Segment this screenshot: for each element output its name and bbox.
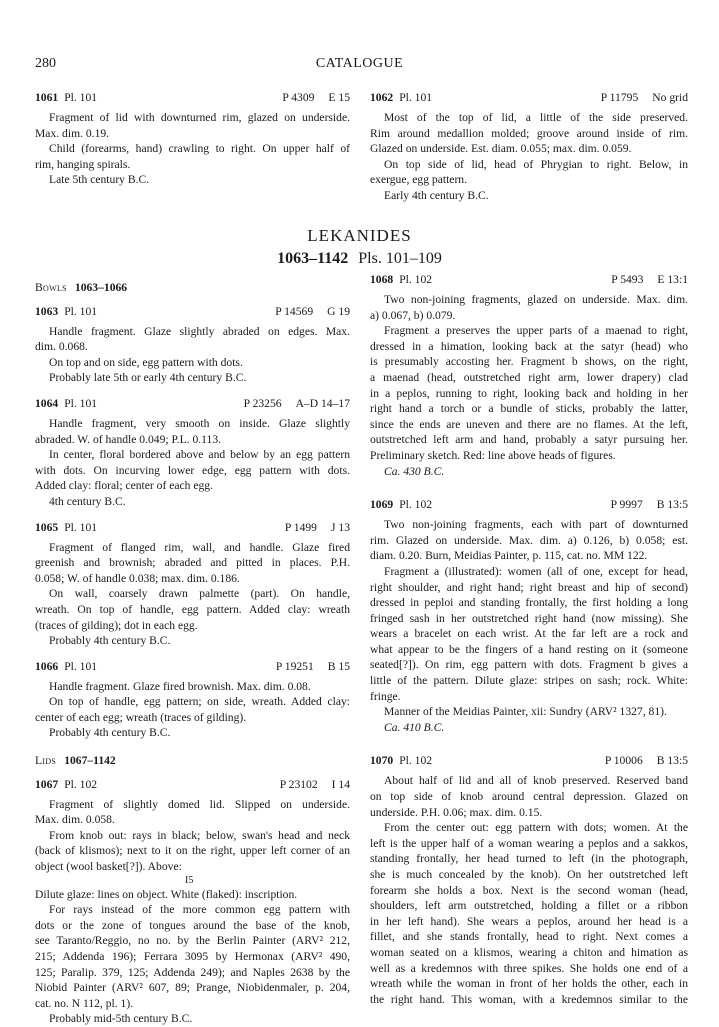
entry-1064	[35, 396, 350, 510]
text-line: On top and on side, egg pattern with dots.	[49, 355, 243, 369]
section-title: LEKANIDES	[307, 226, 412, 245]
text-line: wears a bracelet on each wrist. At the far left are a rock and	[370, 627, 688, 641]
entry-date: Late 5th century B.C.	[49, 173, 150, 187]
entry-date: 4th century B.C.	[49, 494, 126, 508]
entry-1067	[35, 777, 350, 1027]
text-line: fringed sash in her outstretched right hand (now missing). She	[370, 611, 688, 625]
subsection-label: Lids	[35, 754, 57, 768]
text-line: wreath while the woman in front of her holds the other, each in	[370, 977, 688, 991]
entry-date: Ca. 430 B.C.	[384, 464, 445, 478]
text-line: Fragment a preserves the upper parts of a maenad to right,	[384, 324, 688, 338]
entry-number: 1066	[35, 659, 59, 673]
text-line: fillet, and she stands frontally, head to right. Next comes a	[370, 930, 688, 944]
text-line: 0.058; W. of handle 0.038; max. dim. 0.186.	[35, 571, 240, 585]
text-line: center of each egg; wreath (traces of gilding).	[35, 710, 247, 724]
text-line: Fragment of lid with downturned rim, glazed on underside.	[49, 111, 350, 124]
grid-ref: G 19	[327, 304, 350, 318]
entry-number: 1070	[370, 754, 394, 768]
subsection-heading-bowls	[35, 280, 350, 296]
text-line: About half of lid and all of knob preserved. Reserved band	[384, 774, 688, 788]
text-line: seated[?]). On rim, egg pattern with dots. Fragment b gives a	[370, 658, 688, 672]
text-line: see Taranto/Reggio, no no. by the Berlin Painter (ARV² 212,	[35, 934, 350, 948]
entry-1069	[370, 497, 688, 735]
text-line: underside. P.H. 0.06; max. dim. 0.15.	[370, 805, 543, 819]
text-line: outstretched left arm and hand, probably a satyr pursuing her.	[370, 433, 688, 447]
entry-number: 1065	[35, 520, 59, 534]
text-line: Rim around medallion molded; groove around inside of rim.	[370, 126, 688, 140]
inventory-number: P 23256	[243, 396, 282, 410]
text-line: right hand a torch or a bundle of sticks, probably the latter,	[370, 402, 688, 416]
entry-1065	[35, 520, 350, 649]
running-head: CATALOGUE	[315, 56, 404, 71]
text-line: shoulders, left arm outstretched, holding a fillet or a ribbon	[370, 899, 688, 913]
text-line: Dilute glaze: lines on object. White (flaked): inscription.	[35, 887, 298, 901]
entry-number: 1068	[370, 273, 394, 286]
text-line: (back of klismos); next to it on the right, upper left corner of an	[35, 844, 350, 858]
text-line: abraded. W. of handle 0.049; P.L. 0.113.	[35, 432, 222, 446]
text-line: Glazed on underside. Est. diam. 0.055; max. dim. 0.059.	[370, 142, 632, 156]
grid-ref: B 13:5	[656, 498, 688, 512]
text-line: in her left hand). She wears a peplos, around her head is a	[370, 914, 688, 928]
inventory-number: P 11795	[600, 91, 639, 104]
text-line: dim. 0.068.	[35, 340, 88, 354]
text-line: in a peplos, running to right, looking back and holding in her	[370, 386, 688, 400]
text-line: on top side of knob around central depression. Glazed on	[370, 790, 688, 804]
plate-ref: Pl. 102	[64, 777, 98, 791]
text-line: Added clay: floral; center of each egg.	[35, 479, 214, 493]
subsection-range: 1067–1142	[64, 754, 116, 768]
subsection-label: Bowls	[35, 281, 67, 294]
text-line: cat. no. N 112, pl. 1).	[35, 996, 134, 1010]
entry-heading	[370, 90, 688, 106]
grid-ref: No grid	[652, 91, 688, 104]
text-line: Max. dim. 0.058.	[35, 813, 115, 827]
text-line: diam. 0.20. Burn, Meidias Painter, p. 115, cat. no. MM 122.	[370, 549, 648, 563]
entry-1070	[370, 753, 688, 1007]
plate-ref: Pl. 102	[399, 754, 433, 768]
inventory-number: P 23102	[279, 777, 318, 791]
text-line: fringe.	[370, 689, 401, 703]
text-line: wreath. On top of handle, egg pattern. Added clay: wreath	[35, 602, 350, 616]
plate-ref: Pl. 102	[399, 498, 433, 512]
entry-1061	[35, 90, 350, 188]
entry-date: Probably 4th century B.C.	[49, 634, 171, 648]
right-column	[370, 272, 688, 1007]
entry-number: 1062	[370, 91, 394, 104]
left-column	[35, 274, 350, 1027]
entry-1062	[370, 90, 688, 204]
text-line: Fragment a (illustrated): women (all of one, except for head,	[384, 564, 688, 578]
text-line: Child (forearms, hand) crawling to right. On upper half of	[49, 142, 350, 156]
text-line: right shoulder, and right hand; right breast and hip of second)	[370, 580, 688, 594]
plate-ref: Pl. 101	[64, 659, 98, 673]
text-line: exergue, egg pattern.	[370, 173, 468, 187]
text-line: dots or the zone of tongues around the base of the knob,	[35, 918, 350, 932]
text-line: a) 0.067, b) 0.079.	[370, 308, 456, 322]
grid-ref: B 15	[327, 659, 350, 673]
text-line: On wall, coarsely drawn palmette (part). On handle,	[49, 587, 350, 601]
text-line: For rays instead of the more common egg pattern with	[49, 903, 350, 917]
text-line: Fragment of flanged rim, wall, and handle. Glaze fired	[49, 540, 350, 554]
text-line: Preliminary sketch. Red: line above heads of figures.	[370, 448, 616, 462]
entry-heading	[35, 90, 350, 106]
text-line: Handle fragment, very smooth on inside. Glaze slightly	[49, 416, 350, 430]
entry-number: 1067	[35, 777, 59, 791]
entry-1066	[35, 659, 350, 741]
entry-date: Probably mid-5th century B.C.	[49, 1012, 193, 1026]
text-line: Handle fragment. Glaze slightly abraded on edges. Max.	[49, 324, 350, 338]
text-line: standing frontally, her head turned to left (in the photograph,	[370, 852, 688, 866]
entry-number: 1061	[35, 91, 59, 104]
entry-date: Early 4th century B.C.	[384, 188, 489, 202]
inscription-text: Ι5	[185, 874, 194, 886]
text-line: Manner of the Meidias Painter, xii: Sundry (ARV² 1327, 81).	[384, 705, 667, 719]
inventory-number: P 4309	[282, 91, 315, 104]
text-line: 125; Paralip. 379, 125; Addenda 249); and Naples 2638 by the	[35, 965, 350, 979]
inventory-number: P 10006	[604, 754, 643, 768]
text-line: In center, floral bordered above and below by an egg pattern	[49, 448, 350, 462]
text-line: forearm she holds a box. Next is the second woman (head,	[370, 883, 688, 897]
section-range	[0, 250, 719, 268]
inventory-number: P 19251	[275, 659, 314, 673]
text-line: 215; Addenda 196); Ferrara 3095 by Hermonax (ARV² 490,	[35, 950, 350, 963]
entry-date: Probably late 5th or early 4th century B.C.	[49, 371, 247, 385]
inventory-number: P 5493	[611, 273, 644, 286]
plate-ref: Pl. 102	[399, 273, 433, 286]
grid-ref: J 13	[330, 520, 350, 534]
subsection-range: 1063–1066	[74, 281, 128, 294]
inventory-number: P 9997	[610, 498, 643, 512]
grid-ref: E 15	[328, 91, 350, 104]
entry-date: Ca. 410 B.C.	[384, 720, 445, 734]
entry-number: 1064	[35, 396, 59, 410]
text-line: left is the upper half of a woman wearing a peplos and a sakkos,	[370, 836, 688, 850]
subsection-heading-lids	[35, 753, 350, 769]
entry-date: Probably 4th century B.C.	[49, 726, 171, 740]
grid-ref: A–D 14–17	[295, 396, 350, 410]
text-line: with dots. On incurving lower edge, egg pattern with dots.	[35, 463, 350, 477]
text-line: rim, hanging spirals.	[35, 157, 131, 171]
entry-1063	[35, 304, 350, 386]
entry-number: 1069	[370, 498, 394, 512]
page-number: 280	[35, 56, 56, 71]
text-line: dressed in peploi and standing frontally, the first holding a long	[370, 596, 688, 610]
plate-ref: Pl. 101	[64, 396, 98, 410]
grid-ref: B 13:5	[656, 754, 688, 768]
text-line: From knob out: rays in black; below, swan's head and neck	[49, 828, 350, 842]
text-line: (traces of gilding); dot in each egg.	[35, 618, 198, 632]
text-line: Handle fragment. Glaze fired brownish. Max. dim. 0.08.	[49, 679, 311, 693]
catalogue-range: 1063–1142	[277, 250, 349, 267]
text-line: a maenad (head, outstretched right arm, lower drapery) clad	[370, 370, 688, 384]
plate-ref: Pl. 101	[64, 91, 98, 104]
inventory-number: P 1499	[284, 520, 317, 534]
grid-ref: I 14	[331, 777, 350, 791]
text-line: since the ends are uneven and there are no flames. At the left,	[370, 417, 688, 431]
text-line: Most of the top of lid, a little of the side preserved.	[384, 111, 688, 124]
plates-range: Pls. 101–109	[358, 250, 442, 267]
grid-ref: E 13:1	[657, 273, 688, 286]
text-line: dressed in a himation, looking back at the satyr (head) who	[370, 339, 688, 353]
text-line: what appear to be the fingers of a hand resting on it (someone	[370, 642, 688, 656]
text-line: is presumably accosting her. Fragment b shows, on the right,	[370, 355, 688, 369]
entry-1068	[370, 272, 688, 479]
text-line: On top side of lid, head of Phrygian to right. Below, in	[384, 157, 688, 171]
inventory-number: P 14569	[275, 304, 314, 318]
text-line: Max. dim. 0.19.	[35, 126, 110, 140]
text-line: From the center out: egg pattern with dots; women. At the	[384, 821, 688, 835]
text-line: she is much concealed by the knob). On her outstretched left	[370, 868, 688, 881]
plate-ref: Pl. 101	[399, 91, 433, 104]
text-line: Two non-joining fragments, each with part of downturned	[384, 518, 688, 532]
text-line: little of the pattern. Dilute glaze: stripes on sash; rock. White:	[370, 674, 688, 688]
text-line: Two non-joining fragments, glazed on underside. Max. dim.	[384, 293, 688, 306]
plate-ref: Pl. 101	[64, 520, 98, 534]
text-line: Fragment of slightly domed lid. Slipped on underside.	[49, 797, 350, 811]
text-line: greenish and brownish; abraded and pitted in places. P.H.	[35, 556, 350, 570]
text-line: object (wool basket[?]). Above:	[35, 860, 182, 874]
text-line: woman seated on a klismos, wearing a chiton and himation as	[370, 945, 688, 959]
text-line: rim. Glazed on underside. Max. dim. a) 0.126, b) 0.058; est.	[370, 533, 688, 547]
text-line: Niobid Painter (ARV² 607, 89; Prange, Niobidenmaler, p. 204,	[35, 981, 350, 995]
text-line: well as a kredemnos with three spikes. She holds one end of a	[370, 961, 688, 975]
text-line: the right hand. This woman, with a kredemnos similar to the	[370, 992, 688, 1006]
text-line: On top of handle, egg pattern; on side, wreath. Added clay:	[49, 695, 350, 709]
plate-ref: Pl. 101	[64, 304, 98, 318]
entry-number: 1063	[35, 304, 59, 318]
